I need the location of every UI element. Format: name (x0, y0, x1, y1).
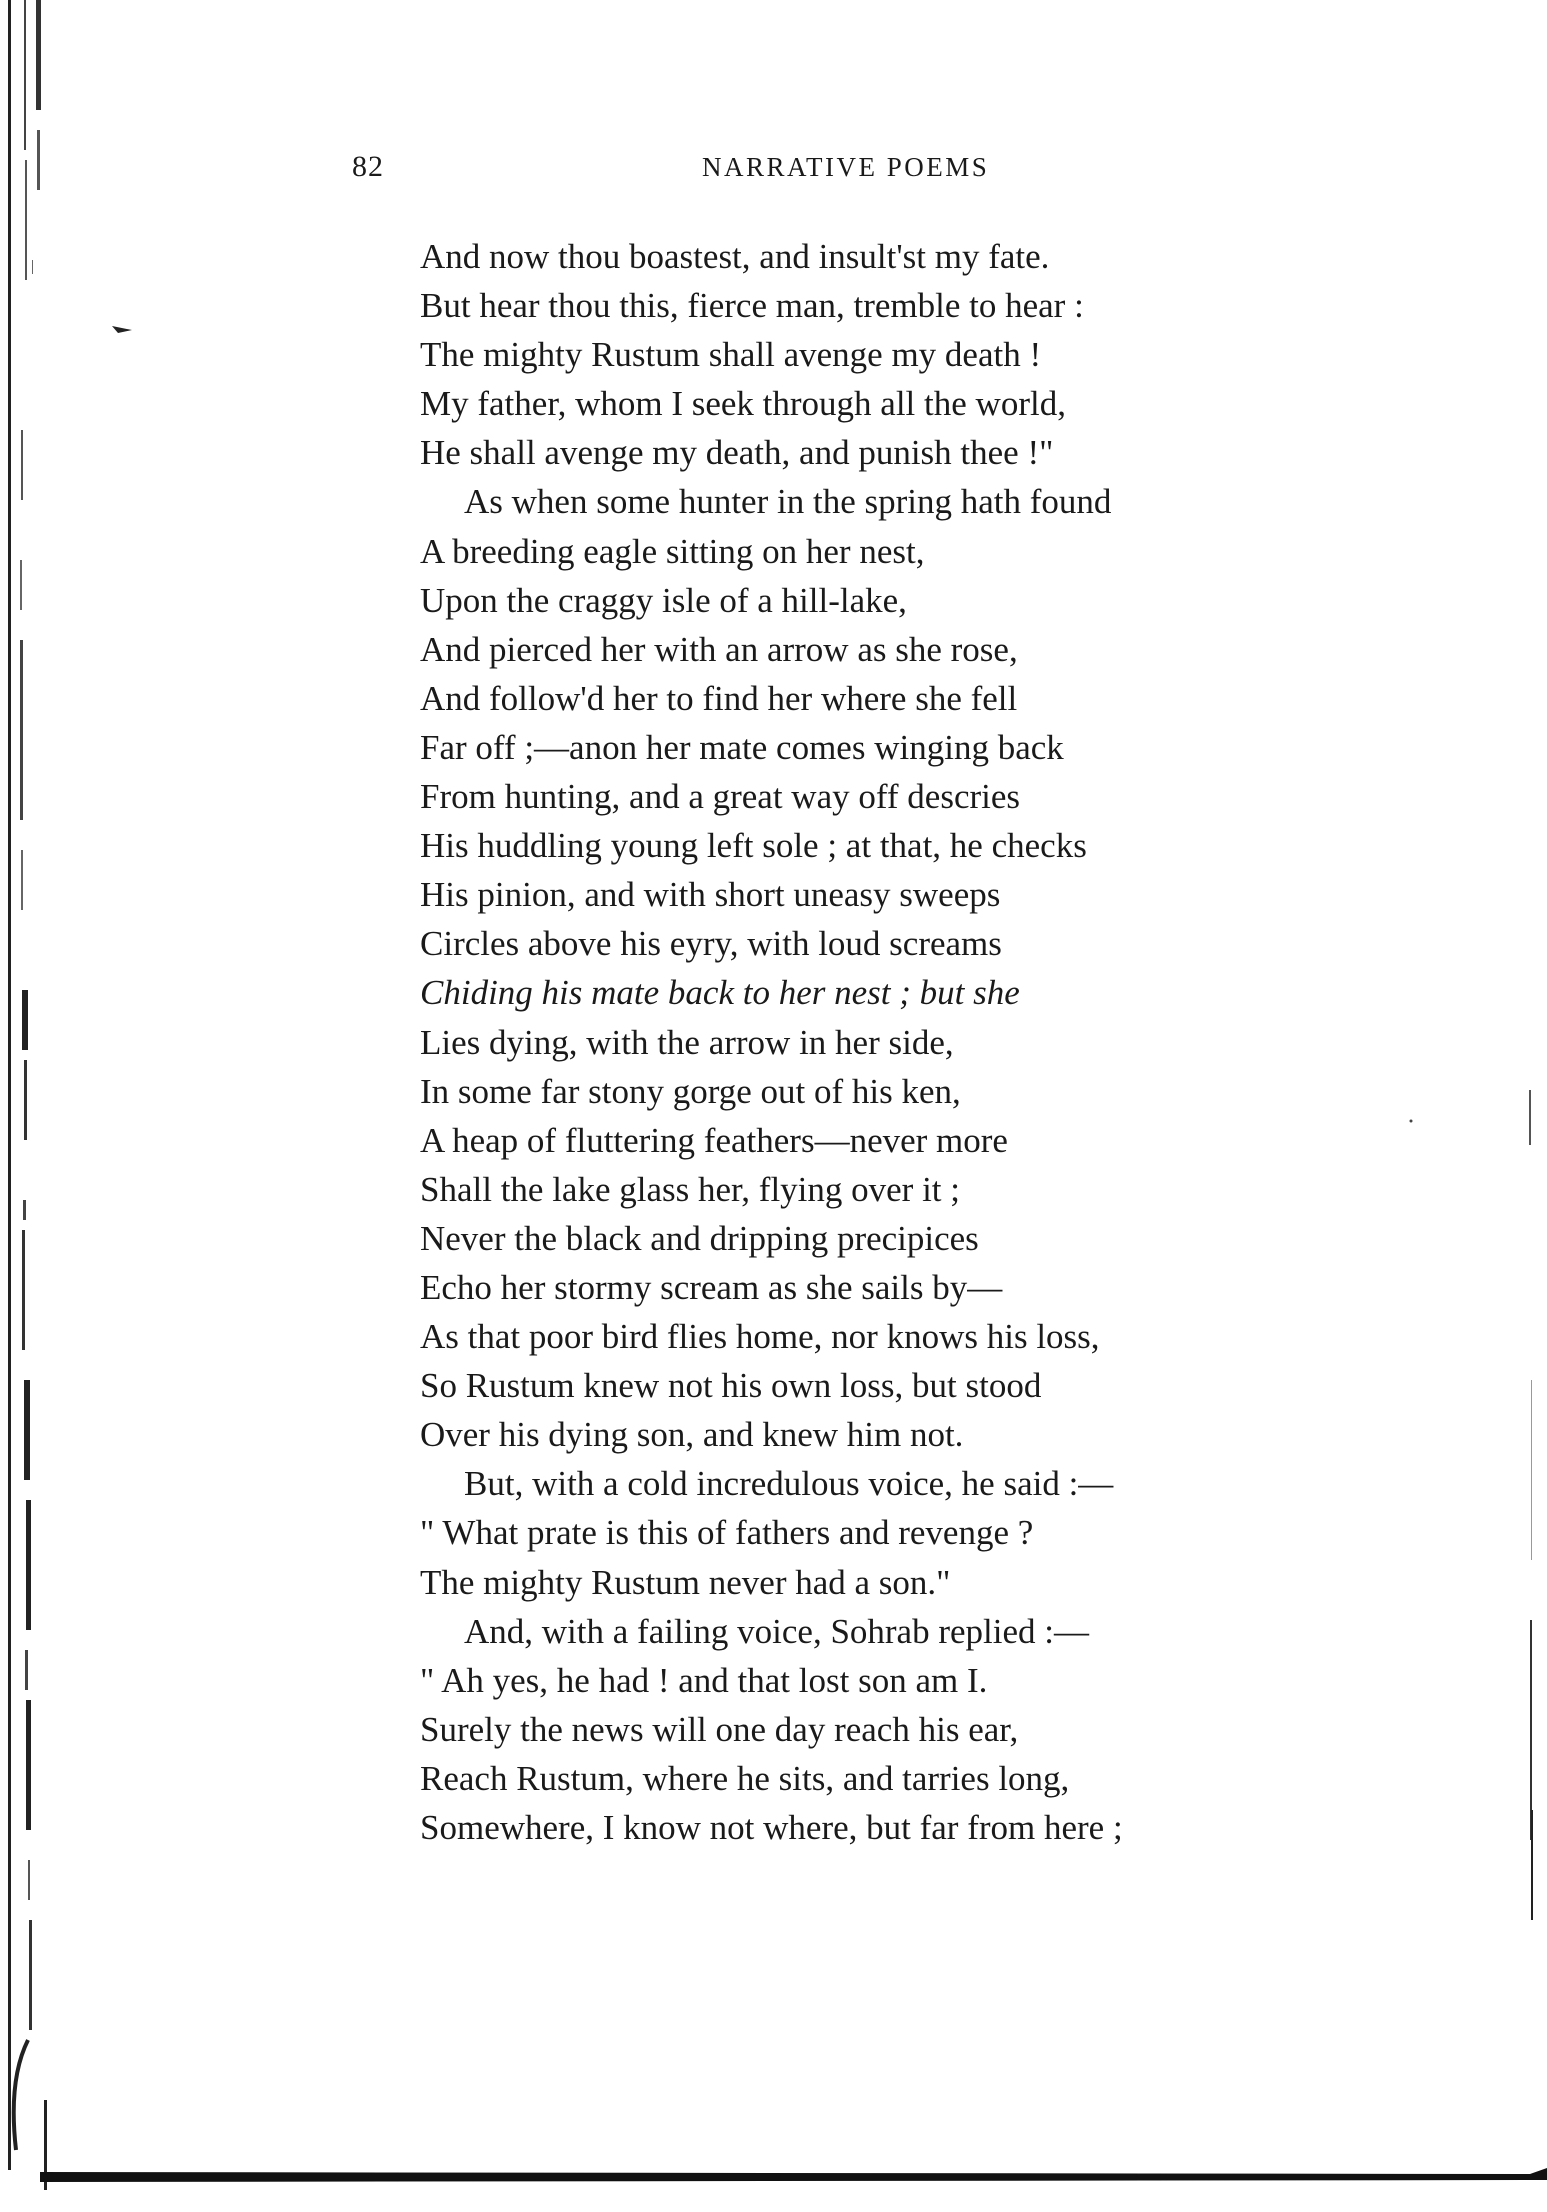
poem-text (420, 232, 1420, 1852)
running-head (0, 150, 1547, 190)
poem-line: From hunting, and a great way off descries (420, 777, 1021, 817)
poem-line: He shall avenge my death, and punish thee !" (420, 433, 1054, 473)
poem-line: The mighty Rustum shall avenge my death ! (420, 335, 1042, 375)
poem-line: A heap of fluttering feathers—never more (420, 1120, 1008, 1160)
left-binding-edge (6, 0, 76, 2212)
poem-line: So Rustum knew not his own loss, but stood (420, 1366, 1042, 1406)
poem-line: My father, whom I seek through all the world, (420, 384, 1066, 424)
running-title: NARRATIVE POEMS (702, 152, 990, 182)
poem-line: The mighty Rustum never had a son." (420, 1562, 951, 1602)
poem-line: Upon the craggy isle of a hill-lake, (420, 580, 907, 620)
poem-line: Lies dying, with the arrow in her side, (420, 1022, 954, 1062)
page-number: 82 (352, 150, 384, 183)
bottom-edge-rule (40, 2168, 1547, 2184)
right-page-edge (1517, 0, 1547, 2212)
poem-line: His pinion, and with short uneasy sweeps (420, 875, 1001, 915)
poem-line: Somewhere, I know not where, but far from here ; (420, 1808, 1123, 1847)
poem-line: Shall the lake glass her, flying over it ; (420, 1169, 961, 1209)
poem-line: Chiding his mate back to her nest ; but she (420, 973, 1020, 1013)
poem-line: Reach Rustum, where he sits, and tarries long, (420, 1758, 1070, 1798)
poem-line: But hear thou this, fierce man, tremble to hear : (420, 286, 1084, 326)
poem-line-indented: But, with a cold incredulous voice, he said :— (464, 1464, 1114, 1504)
poem-line: As that poor bird flies home, nor knows his loss, (420, 1317, 1100, 1357)
poem-line-indented: And, with a failing voice, Sohrab replied :— (464, 1611, 1089, 1651)
poem-line: And pierced her with an arrow as she rose, (420, 629, 1018, 669)
poem-line: And now thou boastest, and insult'st my fate. (420, 237, 1050, 276)
poem-line-indented: As when some hunter in the spring hath found (464, 482, 1112, 522)
margin-fleck-mark (112, 322, 134, 336)
poem-line: Far off ;—anon her mate comes winging back (420, 727, 1064, 767)
poem-line: " What prate is this of fathers and revenge ? (420, 1513, 1034, 1553)
poem-line: A breeding eagle sitting on her nest, (420, 531, 925, 571)
poem-line: Circles above his eyry, with loud screams (420, 924, 1002, 964)
poem-line: " Ah yes, he had ! and that lost son am I. (420, 1660, 988, 1700)
poem-line: In some far stony gorge out of his ken, (420, 1071, 961, 1111)
poem-line: Echo her stormy scream as she sails by— (420, 1267, 1003, 1307)
poem-line: Never the black and dripping precipices (420, 1218, 979, 1258)
poem-line: Over his dying son, and knew him not. (420, 1415, 964, 1455)
poem-line: Surely the news will one day reach his ear, (420, 1709, 1019, 1749)
poem-line: His huddling young left sole ; at that, he checks (420, 826, 1087, 866)
poem-line: And follow'd her to find her where she fell (420, 678, 1018, 718)
